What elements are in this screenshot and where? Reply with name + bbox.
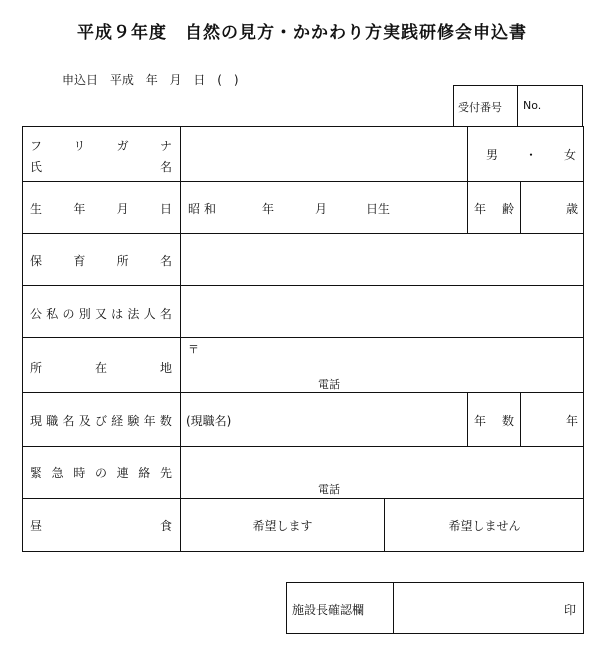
- label-char: 法: [127, 307, 140, 321]
- seal-mark: 印: [564, 603, 577, 617]
- birth-year-input[interactable]: [226, 196, 262, 218]
- label-char: 私: [46, 307, 59, 321]
- label-char: 験: [127, 414, 140, 428]
- label-char: 食: [159, 519, 172, 533]
- birth-date-label: [30, 200, 172, 217]
- label-char: の: [62, 307, 75, 321]
- gender-selector[interactable]: [486, 146, 576, 163]
- emergency-phone-input[interactable]: [350, 478, 582, 498]
- apply-date-label: 申込日: [62, 73, 99, 87]
- form-title: 平成９年度 自然の見方・かかわり方実践研修会申込書: [77, 23, 527, 43]
- years-input[interactable]: [526, 408, 564, 430]
- label-char: は: [111, 307, 124, 321]
- receipt-number-label: 受付番号: [458, 101, 502, 114]
- furigana-char: ナ: [159, 139, 172, 153]
- label-char: 数: [159, 414, 172, 428]
- years-unit: 年: [566, 414, 579, 428]
- age-label-char: 年: [474, 202, 487, 216]
- postal-mark: 〒: [188, 343, 199, 356]
- years-label-char: 年: [474, 414, 487, 428]
- address-input[interactable]: [200, 342, 582, 370]
- label-char: 先: [159, 466, 172, 480]
- label-char: 保: [30, 254, 43, 268]
- label-char: び: [94, 414, 107, 428]
- birth-year-unit: 年: [262, 202, 275, 216]
- birth-month-unit: 月: [315, 202, 328, 216]
- gender-male-option[interactable]: 男: [486, 148, 499, 162]
- label-char: 所: [116, 254, 129, 268]
- label-char: 人: [143, 307, 156, 321]
- label-char: 経: [111, 414, 124, 428]
- label-char: 名: [159, 254, 172, 268]
- birth-day-input[interactable]: [332, 196, 368, 218]
- label-char: 緊: [30, 466, 43, 480]
- apply-date-era: 平成: [109, 73, 134, 87]
- address-phone-input[interactable]: [350, 372, 582, 392]
- current-position-input[interactable]: [250, 400, 464, 442]
- label-char: 年: [143, 414, 156, 428]
- application-date: [62, 71, 247, 88]
- director-confirmation-label: 施設長確認欄: [292, 603, 365, 617]
- name-label: [30, 158, 172, 175]
- name-input[interactable]: [186, 134, 464, 176]
- gender-female-option[interactable]: 女: [563, 148, 576, 162]
- lunch-yes-option[interactable]: 希望します: [252, 519, 313, 533]
- age-label-char: 齢: [501, 202, 514, 216]
- apply-date-day: 日: [193, 73, 206, 87]
- furigana-char: フ: [30, 139, 43, 153]
- name-label-char: 名: [159, 160, 172, 174]
- years-label: [474, 412, 514, 429]
- birth-day-unit: 日生: [366, 202, 391, 216]
- nursery-name-input[interactable]: [186, 240, 582, 282]
- label-char: 育: [73, 254, 86, 268]
- apply-date-year: 年: [145, 73, 158, 87]
- age-label: [474, 200, 514, 217]
- apply-date-weekday: ( ): [217, 73, 239, 87]
- address-label: [30, 359, 172, 376]
- age-unit: 歳: [566, 202, 579, 216]
- receipt-number-input[interactable]: [545, 95, 583, 115]
- label-char: 及: [78, 414, 91, 428]
- label-char: 所: [30, 361, 43, 375]
- label-char: 時: [73, 466, 86, 480]
- lunch-label: [30, 517, 172, 534]
- label-char: 月: [116, 202, 129, 216]
- years-label-char: 数: [501, 414, 514, 428]
- current-position-hint: (現職名): [186, 414, 232, 428]
- corporation-name-label: [30, 305, 172, 322]
- furigana-char: リ: [73, 139, 86, 153]
- label-char: 急: [51, 466, 64, 480]
- position-experience-label: [30, 412, 172, 429]
- furigana-label: [30, 137, 172, 154]
- label-char: 連: [116, 466, 129, 480]
- furigana-char: ガ: [116, 139, 129, 153]
- corporation-name-input[interactable]: [186, 292, 582, 334]
- receipt-number-no: No.: [523, 99, 542, 112]
- director-confirmation-input[interactable]: [400, 590, 554, 628]
- gender-separator: ・: [524, 148, 537, 162]
- emergency-contact-input[interactable]: [186, 452, 582, 478]
- nursery-name-label: [30, 252, 172, 269]
- emergency-contact-label: [30, 464, 172, 481]
- label-char: 年: [73, 202, 86, 216]
- label-char: の: [94, 466, 107, 480]
- name-label-char: 氏: [30, 160, 43, 174]
- label-char: 名: [159, 307, 172, 321]
- label-char: 職: [46, 414, 59, 428]
- age-input[interactable]: [526, 196, 564, 218]
- address-phone-label: 電話: [318, 378, 340, 391]
- label-char: 別: [78, 307, 91, 321]
- label-char: 現: [30, 414, 43, 428]
- label-char: 在: [94, 361, 107, 375]
- label-char: 又: [94, 307, 107, 321]
- birth-era: 昭和: [188, 202, 221, 216]
- lunch-no-option[interactable]: 希望しません: [448, 519, 521, 533]
- label-char: 絡: [138, 466, 151, 480]
- emergency-phone-label: 電話: [318, 483, 340, 496]
- label-char: 生: [30, 202, 43, 216]
- label-char: 地: [159, 361, 172, 375]
- label-char: 公: [30, 307, 43, 321]
- label-char: 昼: [30, 519, 43, 533]
- label-char: 日: [159, 202, 172, 216]
- birth-month-input[interactable]: [280, 196, 316, 218]
- apply-date-month: 月: [169, 73, 182, 87]
- label-char: 名: [62, 414, 75, 428]
